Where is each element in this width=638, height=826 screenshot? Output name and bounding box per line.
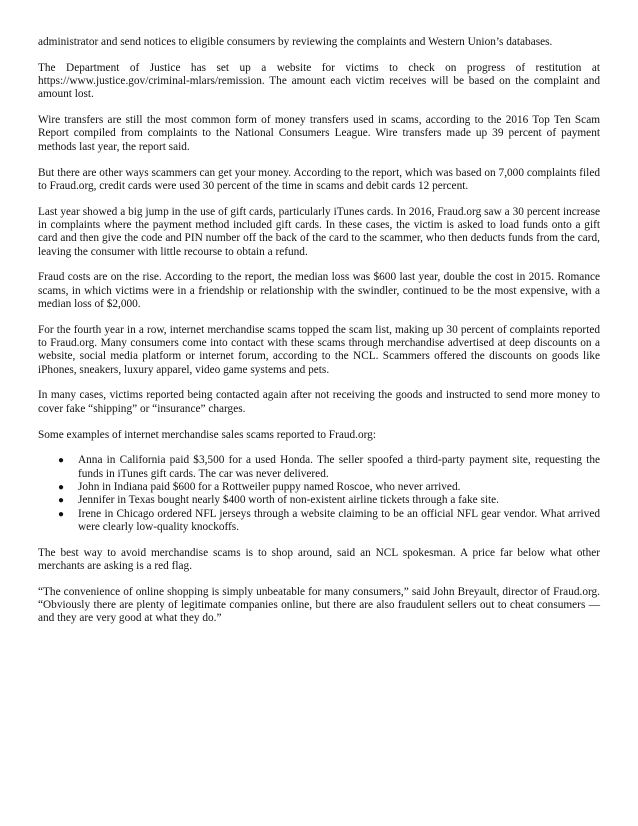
list-item-text: John in Indiana paid $600 for a Rottweiler puppy named Roscoe, who never arrived.	[78, 480, 461, 493]
examples-list	[38, 454, 600, 534]
paragraph: Fraud costs are on the rise. According to the report, the median loss was $600 last year, double the cost in 2015. Romance scams, in which victims were in a friendship or relationship with the swindler, continued to be the most expensive, with a median loss of $2,000.	[38, 271, 600, 310]
paragraph: But there are other ways scammers can get your money. According to the report, which was based on 7,000 complaints filed to Fraud.org, credit cards were used 30 percent of the time in scams and debit cards 12 percent.	[38, 166, 600, 192]
list-item-text: Irene in Chicago ordered NFL jerseys through a website claiming to be an official NFL gear vendor. What arrived were clearly low-quality knockoffs.	[78, 507, 600, 533]
paragraph: The best way to avoid merchandise scams is to shop around, said an NCL spokesman. A price far below what other merchants are asking is a red flag.	[38, 546, 600, 572]
paragraph: Last year showed a big jump in the use of gift cards, particularly iTunes cards. In 2016, Fraud.org saw a 30 percent increase in complaints where the payment method included gift cards. In these cases, the victim is asked to load funds onto a gift card and then give the code and PIN number off the back of the card to the scammer, who then deducts funds from the card, leaving the consumer with little recourse to obtain a refund.	[38, 205, 600, 258]
list-item	[58, 494, 600, 507]
paragraph: administrator and send notices to eligible consumers by reviewing the complaints and Western Union’s databases.	[38, 36, 553, 48]
bullet-icon: ●	[58, 495, 65, 507]
paragraph: In many cases, victims reported being contacted again after not receiving the goods and instructed to send more money to cover fake “shipping” or “insurance” charges.	[38, 389, 600, 415]
bullet-icon: ●	[58, 508, 65, 520]
bullet-icon: ●	[58, 455, 65, 467]
paragraph: Some examples of internet merchandise sales scams reported to Fraud.org:	[38, 428, 376, 441]
list-item-text: Anna in California paid $3,500 for a used Honda. The seller spoofed a third-party payment site, requesting the funds in iTunes gift cards. The car was never delivered.	[78, 454, 600, 480]
paragraph: The Department of Justice has set up a website for victims to check on progress of restitution at https://www.justice.gov/criminal-mlars/remission. The amount each victim receives will be based on the complaint and amount lost.	[38, 61, 600, 101]
paragraph: For the fourth year in a row, internet merchandise scams topped the scam list, making up 30 percent of complaints reported to Fraud.org. Many consumers come into contact with these scams through merchandise advertised at deep discounts on a website, social media platform or internet forum, according to the NCL. Scammers offered the discounts on goods like iPhones, sneakers, luxury apparel, video game systems and pets.	[38, 323, 600, 376]
paragraph: Wire transfers are still the most common form of money transfers used in scams, according to the 2016 Top Ten Scam Report compiled from complaints to the National Consumers League. Wire transfers made up 39 percent of payment methods last year, the report said.	[38, 114, 600, 153]
paragraph: “The convenience of online shopping is simply unbeatable for many consumers,” said John Breyault, director of Fraud.org. “Obviously there are plenty of legitimate companies online, but there are also fraudulent sellers out to cheat consumers — and they are very good at what they do.”	[38, 585, 600, 625]
list-item	[58, 507, 600, 535]
bullet-icon: ●	[58, 481, 65, 493]
list-item	[58, 454, 600, 481]
list-item-text: Jennifer in Texas bought nearly $400 worth of non-existent airline tickets through a fake site.	[78, 494, 499, 507]
list-item	[58, 480, 600, 494]
